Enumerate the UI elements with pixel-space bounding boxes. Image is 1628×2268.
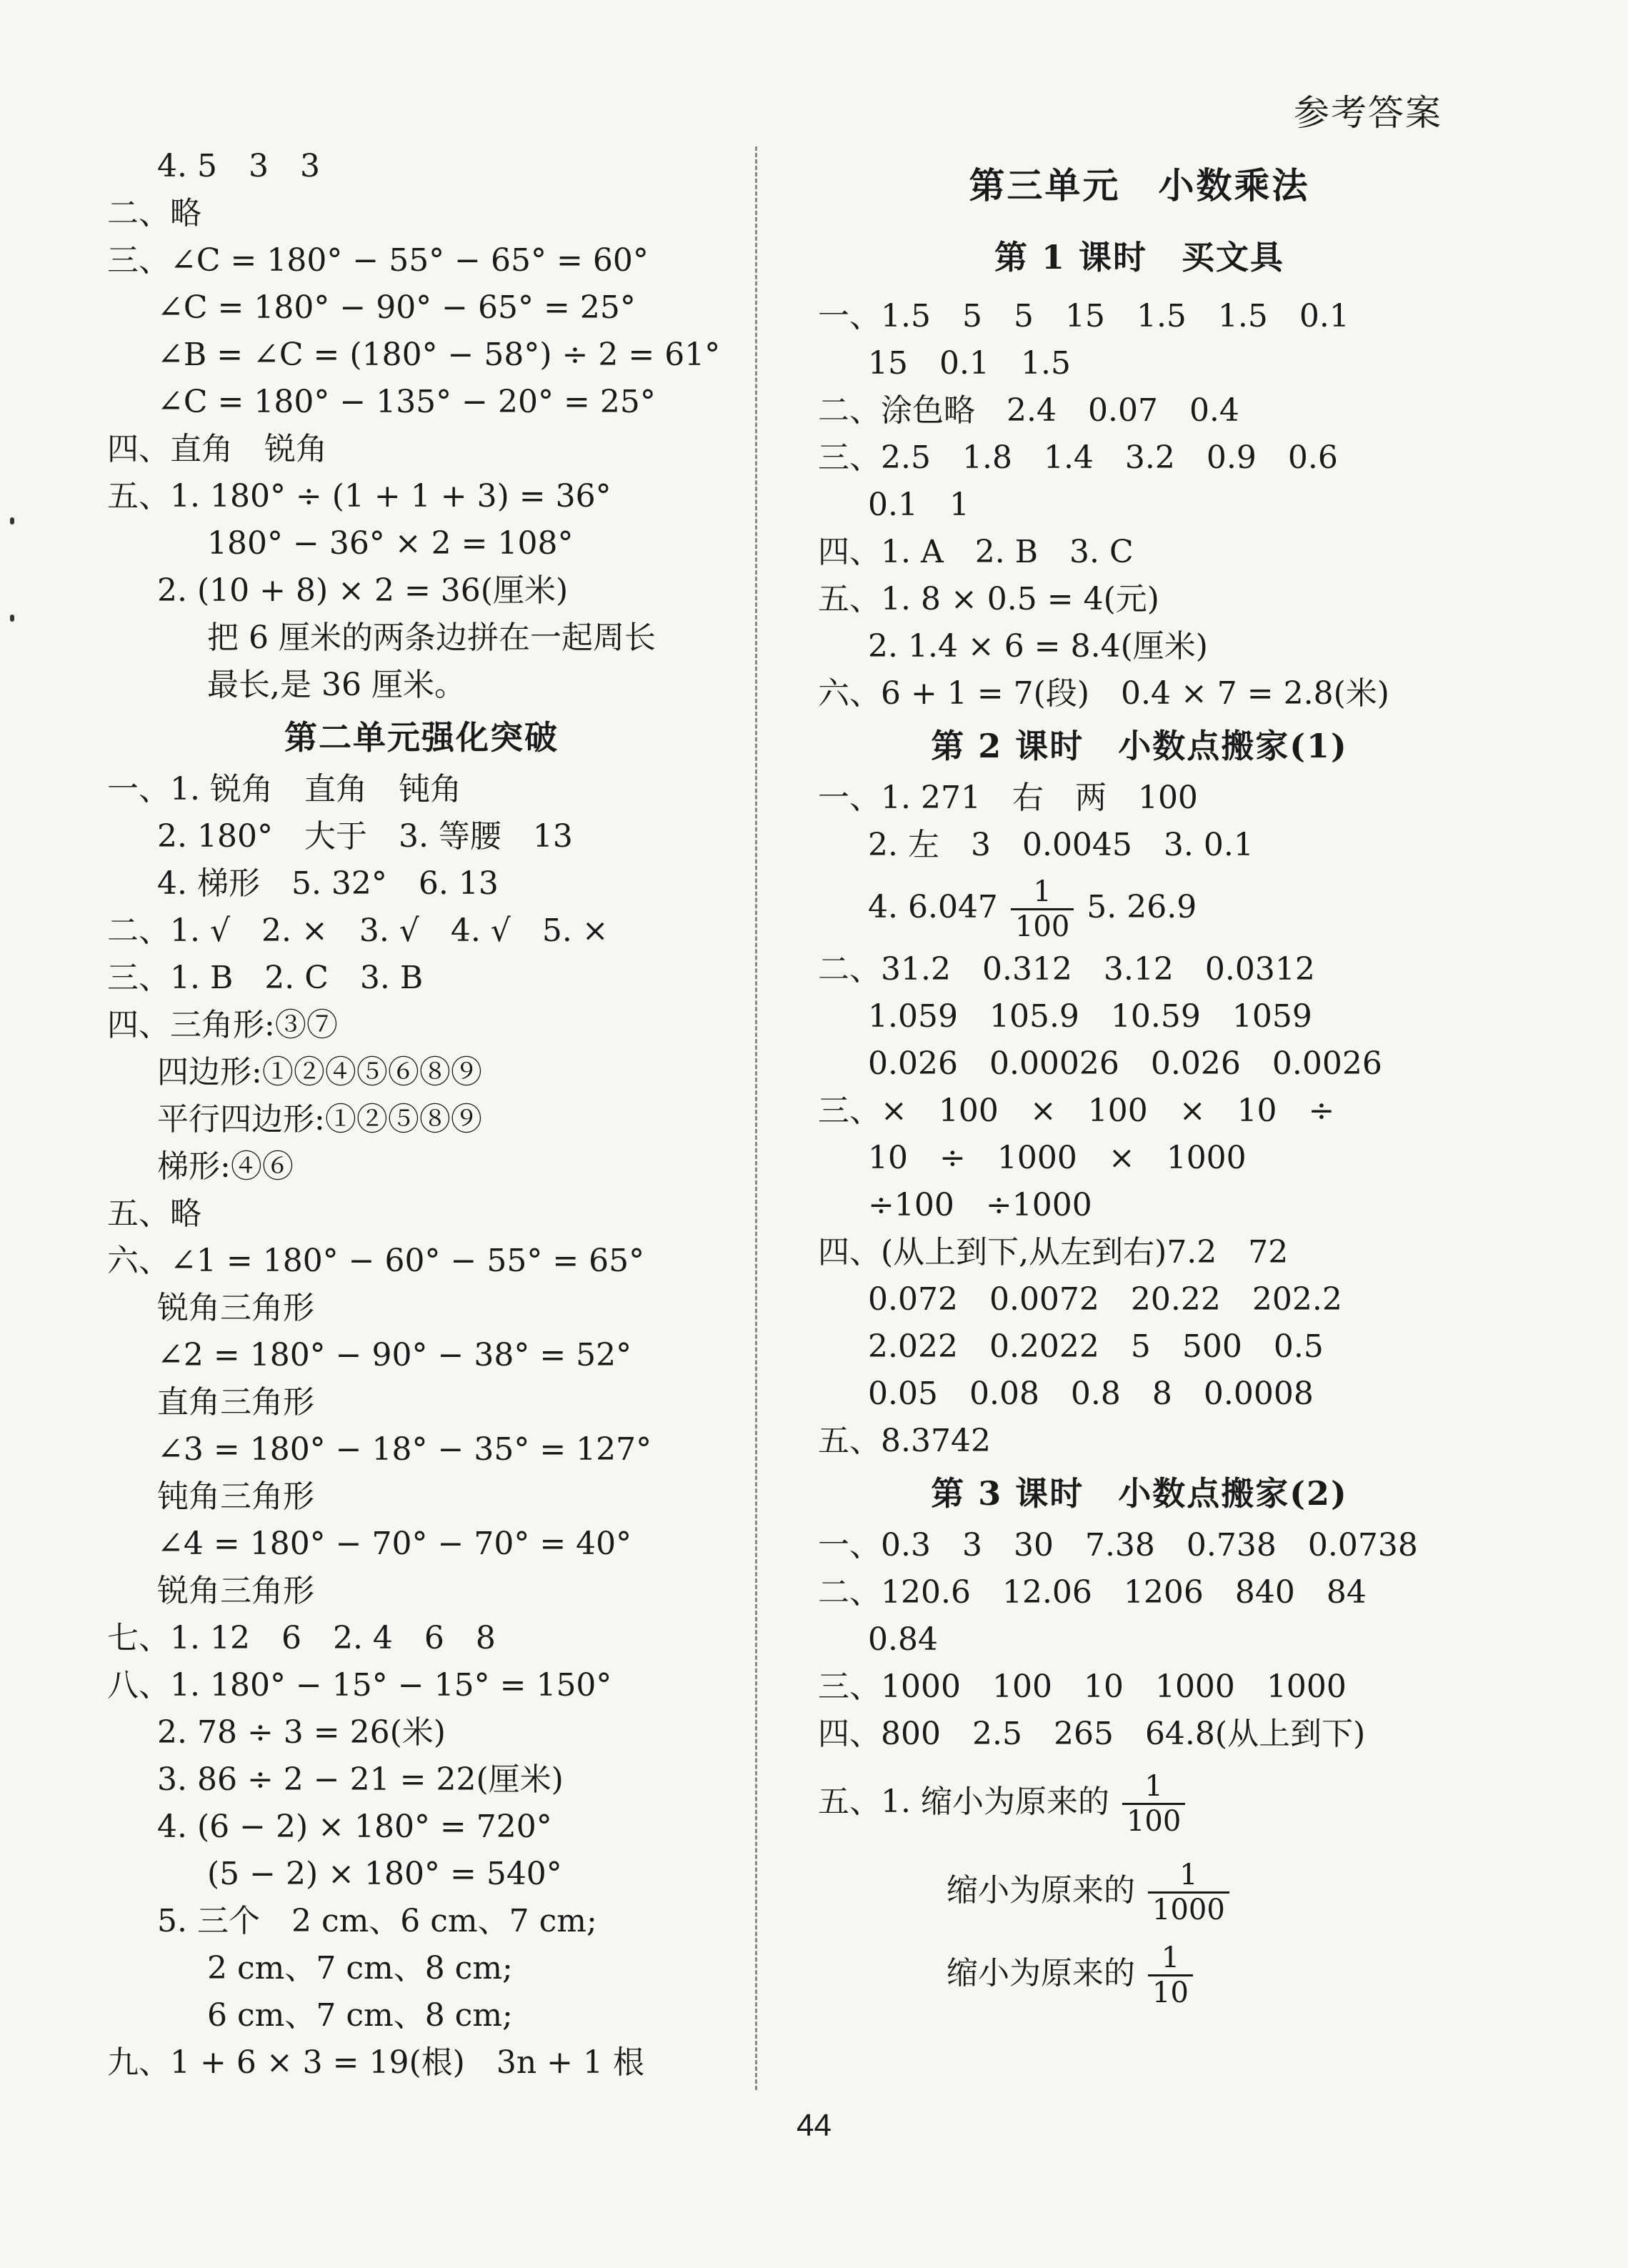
scan-mark — [10, 517, 14, 524]
answer-text: ∠3 = 180° − 18° − 35° = 127° — [157, 1431, 652, 1468]
answer-text: 三、× 100 × 100 × 10 ÷ — [818, 1093, 1335, 1129]
answer-text: 把 6 厘米的两条边拼在一起周长 — [207, 620, 656, 656]
answer-text: 0.072 0.0072 20.22 202.2 — [868, 1281, 1342, 1318]
answer-text: 四、(从上到下,从左到右)7.2 72 — [818, 1234, 1289, 1270]
answer-text: 二、略 — [107, 195, 201, 232]
answer-text: 2. 180° 大于 3. 等腰 13 — [157, 818, 573, 855]
answer-text: ∠B = ∠C = (180° − 58°) ÷ 2 = 61° — [157, 337, 721, 373]
answer-text: 六、6 + 1 = 7(段) 0.4 × 7 = 2.8(米) — [818, 675, 1389, 712]
answer-text: 0.1 1 — [868, 487, 969, 523]
answer-text: 九、1 + 6 × 3 = 19(根) 3n + 1 根 — [107, 2044, 644, 2081]
answer-text: 四、1. A 2. B 3. C — [818, 534, 1134, 570]
fraction-numerator: 1 — [1144, 1770, 1163, 1803]
answer-text: 最长,是 36 厘米。 — [207, 667, 466, 703]
answer-text: 4. 梯形 5. 32° 6. 13 — [157, 865, 499, 902]
answer-line — [107, 190, 736, 237]
answer-text: 180° − 36° × 2 = 108° — [207, 525, 574, 562]
answer-line — [818, 1182, 1461, 1229]
answer-line — [818, 623, 1461, 670]
answer-text: 0.05 0.08 0.8 8 0.0008 — [868, 1376, 1314, 1412]
answer-line — [818, 1758, 1461, 1846]
answer-text: 二、31.2 0.312 3.12 0.0312 — [818, 951, 1315, 988]
answer-text: 五、1. 8 × 0.5 = 4(元) — [818, 581, 1159, 617]
answer-line — [107, 1285, 736, 1332]
answer-line — [818, 1616, 1461, 1663]
answer-text: 4. 6.047 — [868, 889, 998, 925]
answer-line — [818, 1663, 1461, 1711]
answer-text: 4. (6 − 2) × 180° = 720° — [157, 1809, 552, 1845]
answer-text: 四边形:①②④⑤⑥⑧⑨ — [157, 1054, 482, 1090]
answer-line — [107, 1143, 736, 1190]
answer-line — [818, 1276, 1461, 1323]
fraction-numerator: 1 — [1161, 1941, 1180, 1974]
answer-line — [107, 567, 736, 615]
answer-line — [107, 860, 736, 907]
answer-text: 第 1 课时 买文具 — [994, 238, 1285, 277]
answer-line — [107, 284, 736, 332]
answer-line — [818, 1088, 1461, 1135]
lesson-heading — [107, 709, 736, 766]
answer-text: ∠2 = 180° − 90° − 38° = 52° — [157, 1337, 632, 1373]
answer-line — [107, 1568, 736, 1615]
answer-line — [818, 1522, 1461, 1569]
lesson-heading — [818, 1465, 1461, 1522]
answer-text: 二、120.6 12.06 1206 840 84 — [818, 1574, 1367, 1611]
answer-text: 2. 78 ÷ 3 = 26(米) — [157, 1714, 446, 1751]
answer-text: 六、∠1 = 180° − 60° − 55° = 65° — [107, 1243, 645, 1279]
left-column — [107, 143, 736, 2087]
answer-text: 平行四边形:①②⑤⑧⑨ — [157, 1101, 482, 1138]
answer-line — [818, 576, 1461, 623]
answer-line — [818, 1371, 1461, 1418]
answer-line — [818, 1418, 1461, 1465]
lesson-heading — [818, 229, 1461, 293]
answer-line — [107, 1804, 736, 1851]
section-title — [818, 143, 1461, 229]
answer-line — [818, 1229, 1461, 1276]
answer-text: 四、直角 锐角 — [107, 431, 327, 467]
answer-line — [818, 1935, 1461, 2012]
answer-line — [818, 293, 1461, 340]
answer-text: 4. 5 3 3 — [157, 148, 320, 184]
answer-line — [107, 473, 736, 520]
answer-line — [107, 379, 736, 426]
answer-text: 第二单元强化突破 — [284, 718, 559, 757]
answer-text: 第三单元 小数乘法 — [969, 164, 1310, 207]
answer-text: 二、1. √ 2. × 3. √ 4. √ 5. × — [107, 912, 609, 949]
answer-line — [107, 1426, 736, 1473]
answer-text: 2.022 0.2022 5 500 0.5 — [868, 1328, 1324, 1365]
answer-line — [107, 1473, 736, 1521]
answer-text: 五、8.3742 — [818, 1423, 991, 1459]
answer-text: 缩小为原来的 — [947, 1955, 1135, 1991]
answer-text: 八、1. 180° − 15° − 15° = 150° — [107, 1667, 612, 1704]
answer-text: 七、1. 12 6 2. 4 6 8 — [107, 1620, 496, 1656]
answer-text: ∠C = 180° − 135° − 20° = 25° — [157, 384, 656, 420]
fraction — [1011, 875, 1074, 943]
answer-text: ∠C = 180° − 90° − 65° = 25° — [157, 289, 636, 326]
answer-line — [107, 662, 736, 709]
answer-text: 一、1.5 5 5 15 1.5 1.5 0.1 — [818, 298, 1349, 334]
fraction — [1122, 1770, 1185, 1838]
answer-line — [818, 340, 1461, 387]
answer-text: ∠4 = 180° − 70° − 70° = 40° — [157, 1526, 632, 1562]
answer-line — [107, 332, 736, 379]
answer-line — [107, 1851, 736, 1898]
fraction-numerator: 1 — [1179, 1859, 1198, 1891]
answer-line — [107, 237, 736, 284]
answer-text: (5 − 2) × 180° = 540° — [207, 1856, 562, 1892]
answer-line — [107, 1096, 736, 1143]
answer-line — [107, 615, 736, 662]
answer-line — [107, 813, 736, 860]
fraction-numerator: 1 — [1033, 875, 1052, 908]
answer-text: 0.026 0.00026 0.026 0.0026 — [868, 1045, 1382, 1082]
answer-text: 三、2.5 1.8 1.4 3.2 0.9 0.6 — [818, 439, 1338, 476]
answer-text: 2. (10 + 8) × 2 = 36(厘米) — [157, 572, 569, 609]
answer-line — [818, 434, 1461, 482]
answer-line — [107, 1049, 736, 1096]
fraction-denominator: 100 — [1122, 1803, 1185, 1838]
fraction — [1148, 1941, 1193, 2009]
answer-text: 第 3 课时 小数点搬家(2) — [931, 1474, 1348, 1513]
answer-text: 1.059 105.9 10.59 1059 — [868, 998, 1312, 1035]
answer-text: ÷100 ÷1000 — [868, 1187, 1092, 1223]
answer-line — [818, 1323, 1461, 1371]
answer-text: 锐角三角形 — [157, 1290, 314, 1326]
answer-line — [107, 1332, 736, 1379]
page-number: 44 — [796, 2108, 832, 2143]
answer-text: 四、800 2.5 265 64.8(从上到下) — [818, 1716, 1366, 1752]
answer-text: 钝角三角形 — [157, 1478, 314, 1515]
column-divider — [755, 146, 757, 2090]
scan-mark — [10, 615, 14, 622]
answer-line — [107, 1756, 736, 1804]
fraction — [1148, 1859, 1229, 1926]
answer-text: 三、∠C = 180° − 55° − 65° = 60° — [107, 242, 649, 279]
answer-text: 5. 三个 2 cm、6 cm、7 cm; — [157, 1903, 597, 1939]
answer-text: 2. 1.4 × 6 = 8.4(厘米) — [868, 628, 1208, 665]
answer-text: 一、1. 271 右 两 100 — [818, 780, 1198, 816]
lesson-heading — [818, 717, 1461, 775]
answer-line — [107, 1379, 736, 1426]
fraction-denominator: 1000 — [1148, 1891, 1229, 1926]
answer-text: 第 2 课时 小数点搬家(1) — [931, 727, 1348, 765]
answer-text: 三、1000 100 10 1000 1000 — [818, 1668, 1347, 1705]
answer-line — [107, 955, 736, 1002]
answer-line — [818, 869, 1461, 946]
answer-text: 五、1. 缩小为原来的 — [818, 1784, 1109, 1820]
answer-line — [107, 520, 736, 567]
answer-line — [818, 387, 1461, 434]
answer-text: 0.84 — [868, 1621, 938, 1658]
answer-line — [107, 1992, 736, 2039]
answer-line — [107, 1002, 736, 1049]
answer-line — [818, 1135, 1461, 1182]
answer-text: 锐角三角形 — [157, 1573, 314, 1609]
answer-line — [818, 1569, 1461, 1616]
answer-text: 一、1. 锐角 直角 钝角 — [107, 771, 461, 807]
answer-line — [107, 1521, 736, 1568]
answer-line — [107, 1615, 736, 1662]
answer-text: 二、涂色略 2.4 0.07 0.4 — [818, 392, 1239, 429]
answer-text: 直角三角形 — [157, 1384, 314, 1421]
answer-line — [107, 143, 736, 190]
answer-line — [107, 1898, 736, 1945]
answer-text: 10 ÷ 1000 × 1000 — [868, 1140, 1247, 1176]
fraction-denominator: 100 — [1011, 908, 1074, 943]
answer-text: 一、0.3 3 30 7.38 0.738 0.0738 — [818, 1527, 1418, 1563]
answer-line — [107, 1662, 736, 1709]
answer-line — [107, 1709, 736, 1756]
answer-text: 三、1. B 2. C 3. B — [107, 960, 424, 996]
answer-line — [818, 482, 1461, 529]
fraction-denominator: 10 — [1148, 1974, 1193, 2009]
answer-line — [107, 1945, 736, 1992]
answer-text: 2. 左 3 0.0045 3. 0.1 — [868, 827, 1254, 863]
answer-text: 五、1. 180° ÷ (1 + 1 + 3) = 36° — [107, 478, 611, 514]
answer-line — [818, 1846, 1461, 1935]
answer-line — [107, 2039, 736, 2087]
answer-text: 2 cm、7 cm、8 cm; — [207, 1950, 513, 1986]
answer-text: 6 cm、7 cm、8 cm; — [207, 1997, 513, 2034]
answer-text: 四、三角形:③⑦ — [107, 1007, 338, 1043]
answer-line — [107, 766, 736, 813]
answer-line — [107, 426, 736, 473]
answer-line — [818, 946, 1461, 993]
page-header-title: 参考答案 — [1294, 92, 1442, 134]
answer-line — [818, 993, 1461, 1040]
answer-text: 五、略 — [107, 1195, 201, 1232]
answer-line — [107, 1238, 736, 1285]
answer-text: 15 0.1 1.5 — [868, 345, 1071, 382]
answer-line — [818, 529, 1461, 576]
answer-line — [107, 907, 736, 955]
answer-line — [107, 1190, 736, 1238]
answer-text: 缩小为原来的 — [947, 1872, 1135, 1909]
answer-line — [818, 775, 1461, 822]
answer-line — [818, 822, 1461, 869]
answer-line — [818, 670, 1461, 717]
right-column — [818, 143, 1461, 2012]
answer-text: 3. 86 ÷ 2 − 21 = 22(厘米) — [157, 1761, 564, 1798]
answer-line — [818, 1711, 1461, 1758]
answer-line — [818, 1040, 1461, 1088]
answer-text: 梯形:④⑥ — [157, 1148, 294, 1185]
answer-text-after: 5. 26.9 — [1087, 889, 1197, 925]
